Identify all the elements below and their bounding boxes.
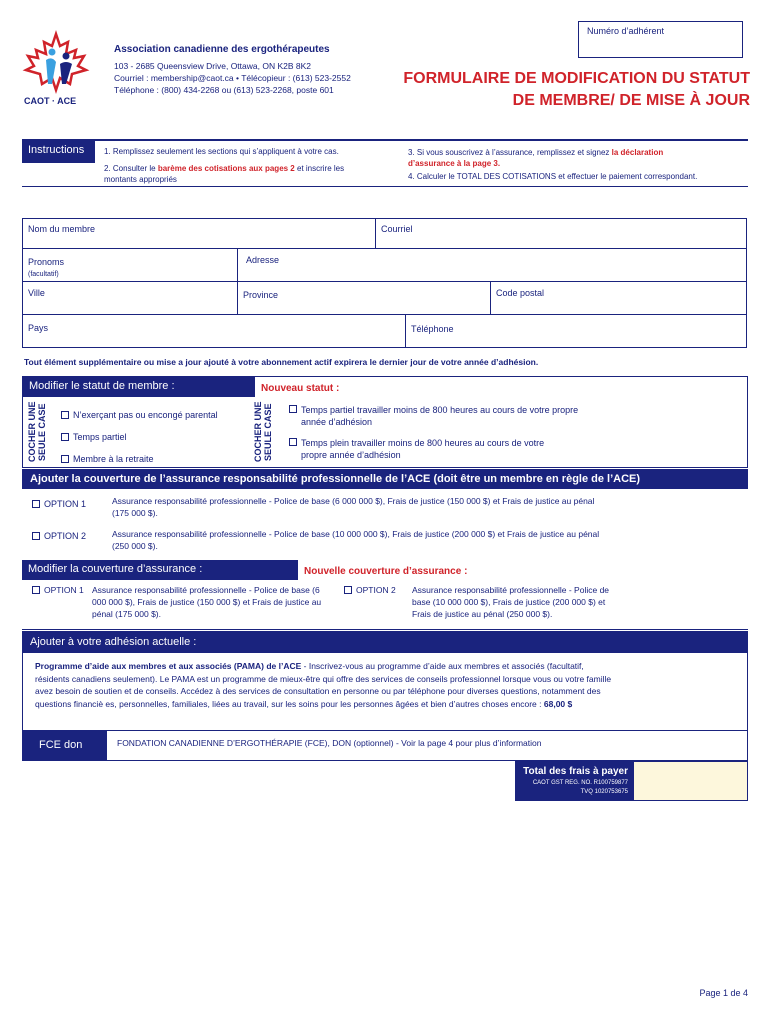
status-new-part-time-label: Temps partiel travailler moins de 800 heures au cours de votre propre année d’adhésion — [301, 405, 579, 427]
check-one-left: COCHER UNE SEULE CASE — [27, 401, 47, 463]
postal-code-field[interactable] — [490, 281, 747, 315]
checkbox-icon[interactable] — [61, 411, 69, 419]
instruction-2-post: et inscrire les montants appropriés — [104, 164, 345, 184]
phone-field[interactable] — [405, 314, 747, 348]
maple-leaf-logo-icon — [16, 30, 98, 102]
pama-title: Programme d’aide aux membres et aux associés (PAMA) de l’ACE — [35, 661, 302, 671]
status-option-label: N’exerçant pas ou encongé parental — [73, 410, 218, 420]
modify-option-1-text: Assurance responsabilité professionnelle - Police de base (6 000 000 $), Frais de justice (150 000 $) et Frais de justice au pénal (175 000 $). — [92, 585, 322, 619]
checkbox-icon[interactable] — [344, 586, 352, 594]
org-phone-line: Téléphone : (800) 434-2268 ou (613) 523-2268, poste 601 — [114, 85, 334, 95]
total-label: Total des frais à payer — [523, 766, 628, 777]
pama-description: - Inscrivez-vous au programme d’aide aux membres et associés (facultatif, résidents canadiens seulement). Le PAMA est un programme de mieux-être qui offre des services de conseils professionnel lorsque vous ou votre famille avez besoin de soutien et de conseils. Accédez à des services de consultation en personne ou par téléphone pour diverses questions, notamment des questions financiè es, personnelles, familiales, liées au travail, sur les soins pour les personnes âgées et bien d’autres choses encore : — [35, 661, 612, 709]
logo-text: CAOT · ACE — [24, 96, 77, 106]
modify-insurance-option-1[interactable] — [32, 584, 332, 620]
checkbox-icon[interactable] — [32, 532, 40, 540]
new-coverage-label: Nouvelle couverture d’assurance : — [304, 566, 468, 577]
checkbox-icon[interactable] — [61, 455, 69, 463]
fce-label: FCE don — [23, 731, 107, 760]
status-new-full-time-label: Temps plein travailler moins de 800 heures au cours de votre propre année d’adhésion — [301, 438, 545, 460]
country-field[interactable] — [22, 314, 406, 348]
instruction-2-pre: 2. Consulter le — [104, 164, 158, 173]
province-field[interactable] — [237, 281, 491, 315]
instructions-section — [22, 139, 748, 187]
member-name-label: Nom du membre — [28, 224, 96, 234]
add-insurance-header: Ajouter la couverture de l’assurance responsabilité professionnelle de l’ACE (doit être un membre en règle de l’ACE) — [22, 469, 748, 489]
add-insurance-option-2-label: OPTION 2 — [32, 531, 86, 541]
expiry-notice: Tout élément supplémentaire ou mise a jour ajouté à votre abonnement actif expirera le dernier jour de votre année d’adhésion. — [24, 357, 539, 367]
address-label: Adresse — [246, 255, 280, 265]
instruction-2-red: barème des cotisations aux pages 2 — [157, 164, 295, 173]
checkbox-icon[interactable] — [61, 433, 69, 441]
modify-option-1-label: OPTION 1 — [44, 585, 84, 595]
status-option-retired[interactable] — [61, 448, 218, 470]
instruction-4: 4. Calculer le TOTAL DES COTISATIONS et effectuer le paiement correspondant. — [408, 172, 698, 181]
member-name-field[interactable] — [22, 218, 376, 249]
form-title-line1: FORMULAIRE DE MODIFICATION DU STATUT — [403, 70, 750, 87]
org-email-line: Courriel : membership@caot.ca • Télécopieur : (613) 523-2552 — [114, 73, 351, 83]
checkbox-icon[interactable] — [289, 438, 297, 446]
city-field[interactable] — [22, 281, 238, 315]
checkbox-icon[interactable] — [32, 586, 40, 594]
checkbox-icon[interactable] — [289, 405, 297, 413]
instructions-label: Instructions — [22, 141, 95, 163]
pama-text — [35, 660, 615, 710]
new-status-label: Nouveau statut : — [261, 383, 340, 394]
instruction-3-pre: 3. Si vous souscrivez à l’assurance, remplissez et signez — [408, 148, 612, 157]
pronouns-field[interactable] — [22, 248, 238, 282]
phone-label: Téléphone — [411, 324, 454, 334]
fce-text: FONDATION CANADIENNE D’ERGOTHÉRAPIE (FCE), DON (optionnel) - Voir la page 4 pour plus d’information — [117, 738, 542, 748]
form-title-line2: DE MEMBRE/ DE MISE À JOUR — [512, 92, 750, 109]
total-gst: CAOT GST REG. NO. R100759877 — [532, 780, 628, 786]
modify-insurance-header: Modifier la couverture d’assurance : — [22, 560, 298, 580]
instruction-1: 1. Remplissez seulement les sections qui s’appliquent à votre cas. — [104, 147, 339, 156]
add-membership-header: Ajouter à votre adhésion actuelle : — [22, 631, 748, 653]
address-field[interactable] — [237, 248, 747, 282]
pronouns-optional: (facultatif) — [28, 271, 59, 278]
status-new-part-time[interactable] — [289, 404, 589, 428]
fce-row[interactable] — [22, 731, 748, 761]
status-new-full-time[interactable] — [289, 437, 569, 461]
org-name: Association canadienne des ergothérapeutes — [114, 44, 330, 55]
country-label: Pays — [28, 323, 49, 333]
instruction-3-red: la déclaration d’assurance à la page 3. — [408, 148, 664, 168]
add-insurance-option-1[interactable] — [32, 495, 732, 523]
logo — [16, 30, 98, 110]
check-one-right: COCHER UNE SEULE CASE — [253, 401, 273, 463]
province-label: Province — [243, 290, 279, 300]
instruction-3 — [408, 147, 708, 169]
member-number-box[interactable] — [578, 21, 743, 58]
add-insurance-option-1-label: OPTION 1 — [32, 499, 86, 509]
pronouns-label: Pronoms — [28, 257, 65, 267]
email-label: Courriel — [381, 224, 413, 234]
modify-option-2-label: OPTION 2 — [356, 585, 396, 595]
add-insurance-option-2-text: Assurance responsabilité professionnelle - Police de base (10 000 000 $), Frais de justice (200 000 $) et Frais de justice au pénal (250 000 $). — [112, 529, 600, 551]
modify-insurance-section — [22, 560, 748, 630]
status-section — [22, 376, 748, 468]
city-label: Ville — [28, 288, 45, 298]
status-left-options — [61, 404, 218, 470]
total-input[interactable] — [633, 761, 748, 801]
status-option-part-time[interactable] — [61, 426, 218, 448]
pama-box[interactable] — [22, 653, 748, 731]
org-address: 103 - 2685 Queensview Drive, Ottawa, ON K2B 8K2 — [114, 61, 312, 71]
total-box — [515, 761, 633, 801]
page-number: Page 1 de 4 — [699, 988, 748, 998]
total-tvq: TVQ 1020753675 — [580, 789, 628, 795]
checkbox-icon[interactable] — [32, 500, 40, 508]
modify-insurance-option-2[interactable] — [344, 584, 644, 620]
instruction-2 — [104, 163, 374, 185]
add-insurance-option-2[interactable] — [32, 528, 732, 556]
status-option-not-practicing[interactable] — [61, 404, 218, 426]
add-insurance-option-1-text: Assurance responsabilité professionnelle - Police de base (6 000 000 $), Frais de justice (150 000 $) et Frais de justice au pénal (175 000 $). — [112, 496, 595, 518]
status-option-label: Temps partiel — [73, 432, 127, 442]
email-field[interactable] — [375, 218, 747, 249]
status-header: Modifier le statut de membre : — [23, 377, 255, 397]
postal-code-label: Code postal — [496, 288, 545, 298]
modify-option-2-text: Assurance responsabilité professionnelle - Police de base (10 000 000 $), Frais de justice (200 000 $) et Frais de justice au pénal (250 000 $). — [412, 585, 610, 619]
status-option-label: Membre à la retraite — [73, 454, 154, 464]
pama-price: 68,00 $ — [543, 698, 573, 709]
member-number-label: Numéro d’adhérent — [587, 26, 665, 36]
